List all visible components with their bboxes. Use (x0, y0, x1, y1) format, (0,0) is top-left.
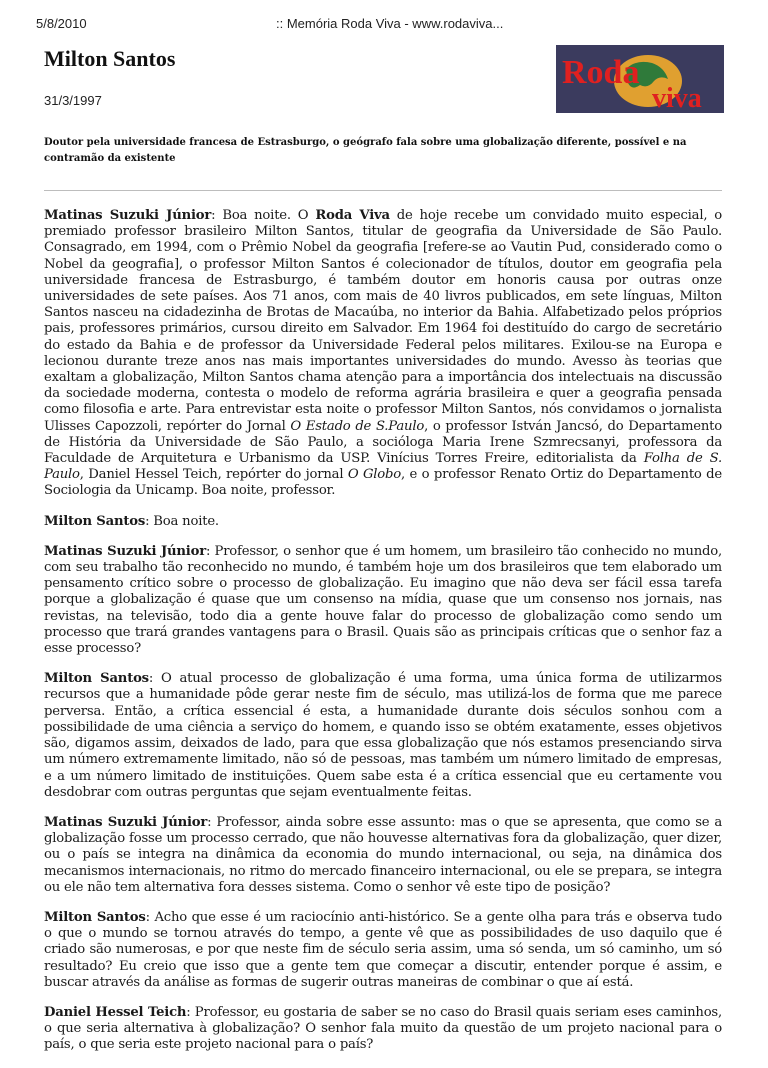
paragraph (44, 815, 722, 896)
publication-name: O Globo (347, 467, 402, 483)
paragraph (44, 514, 722, 530)
paragraph (44, 671, 722, 801)
divider (44, 190, 722, 191)
logo-word-roda: Roda (562, 54, 640, 91)
speaker-name: Milton Santos (44, 671, 149, 687)
speaker-name: Milton Santos (44, 909, 146, 925)
logo-word-viva: viva (652, 83, 702, 113)
paragraph (44, 910, 722, 991)
paragraph (44, 544, 722, 657)
paragraph (44, 1005, 722, 1054)
transcript (44, 208, 722, 1068)
speaker-name: Matinas Suzuki Júnior (44, 208, 212, 223)
speech-text: , o professor István Jancsó, do Departamento de História da Universidade de São Paulo, a socióloga Maria Irene Szmrecsanyi, professora da Faculdade de Arquitetura e Urbanismo da USP. Vinícius Torres Freire, editorialista da (44, 418, 722, 467)
page-title: Milton Santos (44, 46, 176, 71)
browser-header (0, 0, 768, 36)
paragraph (44, 208, 722, 500)
speech-text: , Daniel Hessel Teich, repórter do jornal (79, 467, 348, 483)
speaker-name: Matinas Suzuki Júnior (44, 543, 206, 559)
roda-viva-logo[interactable] (556, 45, 724, 113)
speech-text: : Professor, o senhor que é um homem, um brasileiro tão conhecido no mundo, com seu trabalho tão reconhecido no mundo, é também hoje um dos brasileiros que tem elaborado um pensamento crítico sobre o processo de globalização. Eu imagino que não deva ser fácil essa tarefa porque a globalização é quase que um consenso na mídia, quase que um consenso nos jornais, nas revistas, na televisão, todo dia a gente houve falar do processo de globalização como sendo um processo que trará grandes vantagens para o Brasil. Quais são as principais críticas que o senhor faz a esse processo? (44, 543, 722, 657)
program-name: Roda Viva (315, 208, 390, 223)
speech-text: : Professor, ainda sobre esse assunto: mas o que se apresenta, que como se a globalização fosse um processo cerrado, que não houvesse alternativas fora da globalização, quer dizer, ou o país se integra na dinâmica da economia do mundo internacional, ou seja, na dinâmica dos mecanismos internacionais, no ritmo do mercado financeiro internacional, ou ele se prepara, se integra ou ele não tem alternativa fora desses sistema. Como o senhor vê este tipo de posição? (44, 814, 722, 895)
subtitle: Doutor pela universidade francesa de Estrasburgo, o geógrafo fala sobre uma globalização diferente, possível e na contramão da existente (44, 137, 687, 164)
page-source-title: :: Memória Roda Viva - www.rodaviva... (276, 16, 504, 31)
speech-text: : Boa noite. (145, 513, 219, 529)
speaker-name: Daniel Hessel Teich (44, 1004, 187, 1020)
speech-text: , e o professor Renato Ortiz do Departamento de Sociologia da Unicamp. Boa noite, professor. (44, 467, 722, 499)
speaker-name: Matinas Suzuki Júnior (44, 814, 208, 830)
print-date: 5/8/2010 (36, 16, 87, 31)
publication-name: Folha de S. Paulo (44, 451, 722, 483)
speech-text: : Professor, eu gostaria de saber se no caso do Brasil quais seriam eses caminhos, o que seria alternativa à globalização? O senhor fala muito da questão de um projeto nacional para o país, o que seria este projeto nacional para o país? (44, 1004, 722, 1053)
speech-text: : Acho que esse é um raciocínio anti-histórico. Se a gente olha para trás e observa tudo o que o mundo se tornou através do tempo, a gente vê que as possibilidades de uso daquilo que é criado são numerosas, e por que neste fim de século seria assim, uma só senda, um só caminho, um só resultado? Eu creio que isso que a gente tem que começar a discutir, entender porque é assim, e buscar através da análise as formas de sugerir outras maneiras de combinar o que aí está. (44, 909, 722, 990)
publication-name: O Estado de S.Paulo (290, 418, 425, 434)
speaker-name: Milton Santos (44, 513, 146, 529)
speech-text: : O atual processo de globalização é uma forma, uma única forma de utilizarmos recursos que a humanidade pôde gerar neste fim de século, mas utilizá-los de forma que me parece perversa. Então, a crítica essencial é esta, a humanidade durante dois séculos sonhou com a possibilidade de uma ciência a serviço do homem, e quando isso se obtém exatamente, esses objetivos são, digamos assim, deixados de lado, para que essa globalização que nós estamos presenciando sirva um número extremamente limitado, não só de pessoas, mas também um número limitado de empresas, e a um número limitado de instituições. Quem sabe esta é a crítica essencial que eu certamente vou desdobrar com outras perguntas que sejam eventualmente feitas. (44, 671, 722, 800)
speech-text: de hoje recebe um convidado muito especial, o premiado professor brasileiro Milton Santos, titular de geografia da Universidade de São Paulo. Consagrado, em 1994, com o Prêmio Nobel da geografia [refere-se ao Vautin Pud, considerado como o Nobel da geografia], o professor Milton Santos é colecionador de títulos, doutor em geografia pela universidade francesa de Estrasburgo, é também doutor em honoris causa por outras onze universidades de sete países. Aos 71 anos, com mais de 40 livros publicados, em sete línguas, Milton Santos nasceu na cidadezinha de Brotas de Macaúba, no interior da Bahia. Alfabetizado pelos próprios pais, professores primários, cursou direito em Salvador. Em 1964 foi destituído do cargo de secretário do estado da Bahia e de professor da Universidade Federal pelos militares. Exilou-se na Europa e lecionou durante treze anos nas mais importantes universidades do mundo. Avesso às teorias que exaltam a globalização, Milton Santos chama atenção para a importância dos intelectuais na discussão da sociedade moderna, contesta o modelo de reforma agrária brasileira e quer a geografia pensada como filosofia e arte. Para entrevistar esta noite o professor Milton Santos, nós convidamos o jornalista Ulisses Capozzoli, repórter do Jornal (44, 208, 722, 434)
speech-text: : Boa noite. O (211, 208, 316, 223)
interview-date: 31/3/1997 (44, 93, 102, 108)
